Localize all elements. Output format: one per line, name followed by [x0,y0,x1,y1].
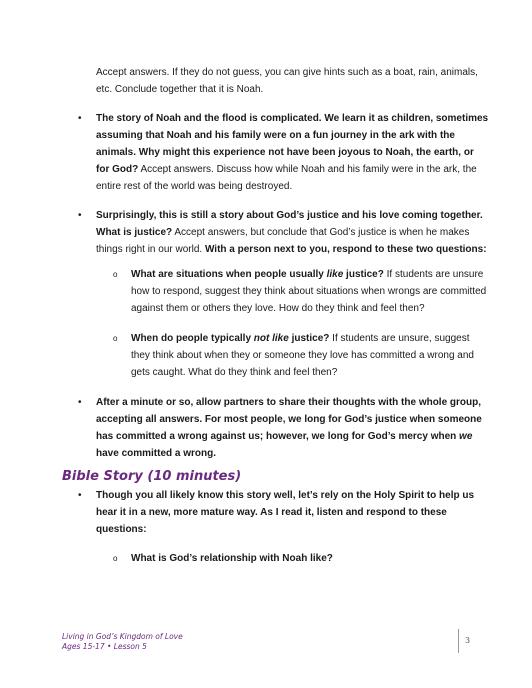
sub2-question-emph: not like [253,333,289,344]
sub-item-relationship [131,550,333,567]
bullet1-line-2: assuming that Noah and his family were on a fun journey in the ark with the [96,130,455,141]
bullet1-line-1: The story of Noah and the flood is complicated. We learn it as children, sometimes [96,113,489,124]
bullet1-line-3: animals. Why might this experience not have been joyous to Noah, the earth, or [96,147,474,158]
bullet2-prompt: With a person next to you, respond to these two questions: [204,244,487,255]
intro-line-2: etc. Conclude together that it is Noah. [96,84,264,95]
sub2-question-a: When do people typically [131,333,254,344]
sub1-line-3: against them or others they love. How do they think and feel then? [131,303,425,314]
bullet3-line-4: have committed a wrong. [96,448,217,459]
sub2-instruction: If students are unsure, suggest [329,333,470,344]
bullet4-line-1: Though you all likely know this story well, let’s rely on the Holy Spirit to help us [96,490,475,501]
sub-bullet-marker: o [113,554,118,563]
bullet2-instruction: Accept answers, but conclude that God’s justice is when he makes [172,227,470,238]
bullet-item-noah-flood [96,110,488,195]
sub3-line-1: What is God’s relationship with Noah like? [131,553,333,564]
bullet-marker: • [78,113,82,124]
sub-bullet-marker: o [113,270,118,279]
bullet-item-share-thoughts [96,394,482,462]
page-number: 3 [465,636,471,645]
bullet3-line-3-text: has committed a wrong against us; however, we long for God’s mercy when [96,431,460,442]
bullet1-instruction: Accept answers. Discuss how while Noah and his family were in the ark, the [138,164,477,175]
sub2-line-1 [131,330,474,347]
sub1-question-emph: like [326,269,344,280]
page-footer [62,632,183,652]
bullet-marker: • [78,490,82,501]
sub-item-like-justice [131,266,486,317]
bullet2-line-3 [96,241,487,258]
intro-line-1: Accept answers. If they do not guess, you can give hints such as a boat, rain, animals, [96,67,478,78]
sub2-question-b: justice? [288,333,330,344]
bullet-item-justice [96,207,487,258]
bullet3-line-1: After a minute or so, allow partners to share their thoughts with the whole group, [96,397,482,408]
bullet-item-bible-story [96,487,474,538]
bullet2-question: What is justice? [96,227,173,238]
bullet2-line-1: Surprisingly, this is still a story about God’s justice and his love coming together. [96,210,483,221]
footer-subtitle: Ages 15-17 • Lesson 5 [62,642,147,651]
sub-bullet-marker: o [113,334,118,343]
bullet1-line-4 [96,161,488,178]
bullet1-question-end: for God? [96,164,139,175]
sub2-line-3: gets caught. What do they think and feel then? [131,367,338,378]
sub2-line-2: they think about when they or someone they love has committed a wrong and [131,350,474,361]
sub1-question-b: justice? [343,269,384,280]
bullet3-line-2: accepting all answers. For most people, we long for God’s justice when someone [96,414,482,425]
footer-title: Living in God’s Kingdom of Love [62,632,183,641]
bullet2-instruction-end: things right in our world. [96,244,205,255]
bullet3-emph-we: we [459,431,473,442]
bullet4-line-2: hear it in a new, more mature way. As I read it, listen and respond to these [96,507,447,518]
bullet1-line-5: entire rest of the world was being destroyed. [96,181,293,192]
bullet2-line-2 [96,224,487,241]
bullet4-line-3: questions: [96,524,147,535]
section-heading: Bible Story (10 minutes) [62,469,242,484]
sub-item-not-like-justice [131,330,474,381]
intro-paragraph [96,64,478,98]
bullet-marker: • [78,210,82,221]
footer-divider [458,629,459,653]
sub1-question-a: What are situations when people usually [131,269,327,280]
bullet-marker: • [78,397,82,408]
sub1-line-2: how to respond, suggest they think about situations when wrongs are committed [131,286,487,297]
sub1-line-1 [131,266,486,283]
sub1-instruction: If students are unsure [383,269,484,280]
bullet3-line-3 [96,428,482,445]
